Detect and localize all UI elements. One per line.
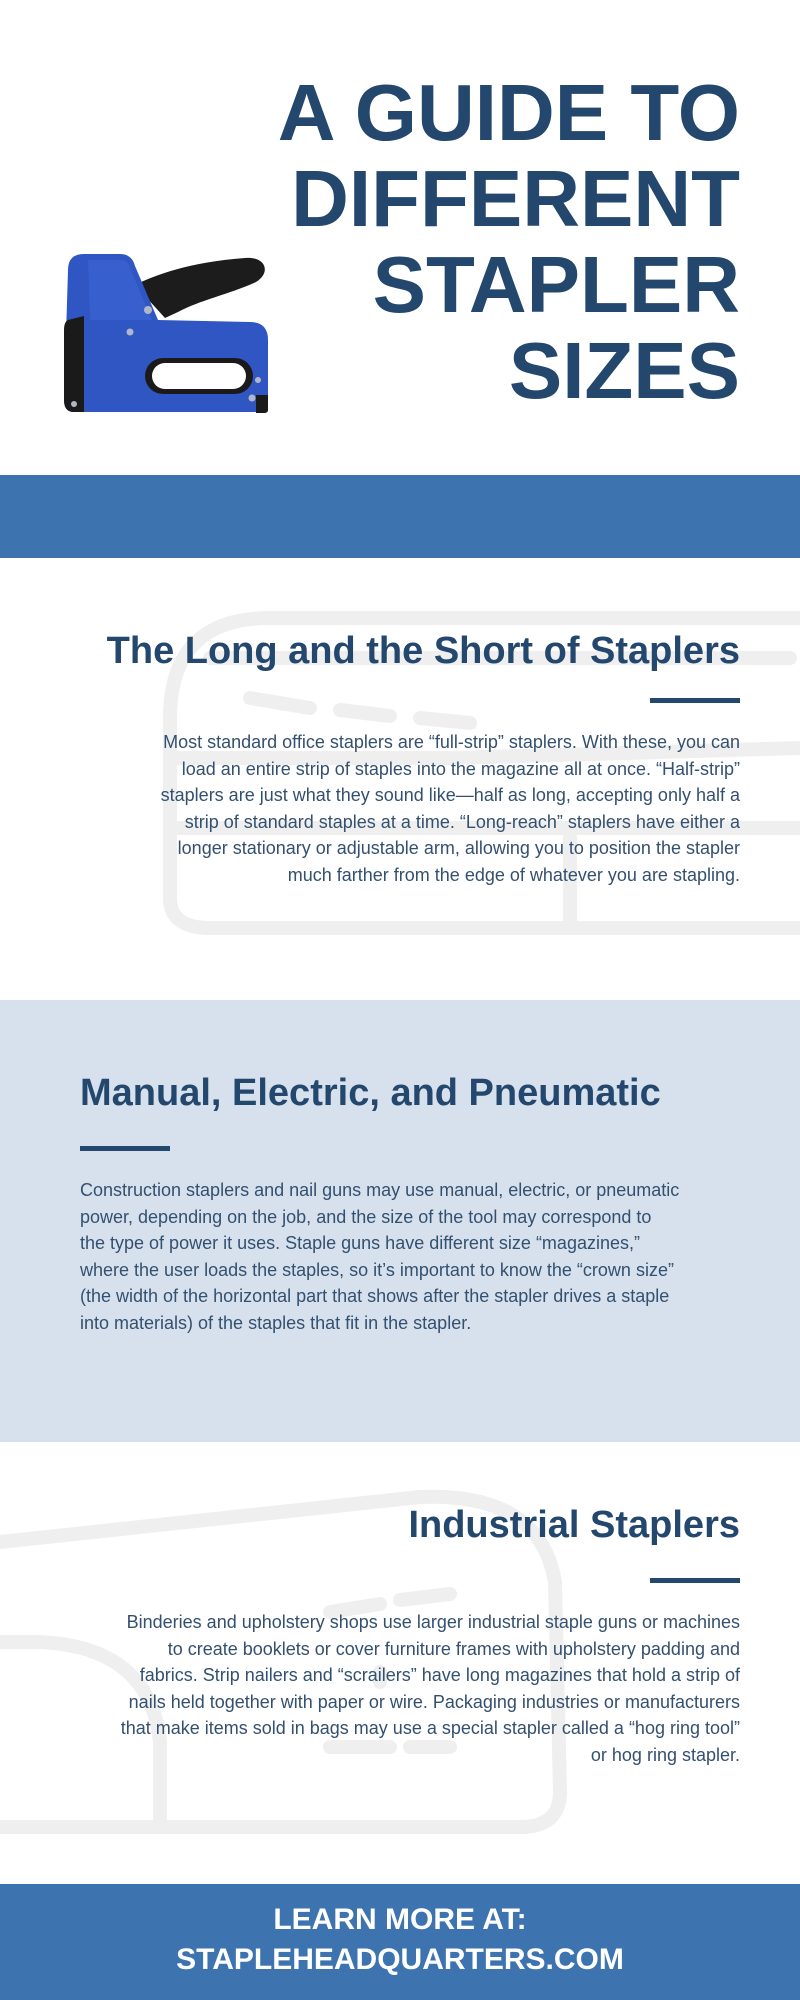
section-body: Binderies and upholstery shops use larger industrial staple guns or machines to create booklets or cover furniture frames with upholstery padding and fabrics. Strip nailers and “scrailers” have long magazines that hold a strip of nails held together with paper or wire. Packaging industries or manufacturers that make items sold in bags may use a special stapler called a “hog ring tool” or hog ring stapler. (120, 1612, 740, 1765)
divider-band (0, 475, 800, 558)
section-title: The Long and the Short of Staplers (106, 630, 740, 672)
title-line: DIFFERENT (291, 154, 740, 243)
page-title (180, 70, 740, 414)
section-body: Construction staplers and nail guns may use manual, electric, or pneumatic power, depending on the job, and the size of the tool may correspond to the type of power it uses. Staple guns have different size “magazines,” where the user loads the staples, so it’s important to know the “crown size” (the width of the horizontal part that shows after the stapler drives a staple into materials) of the staples that fit in the stapler. (80, 1180, 680, 1333)
title-underline (650, 1578, 740, 1583)
title-underline (80, 1146, 170, 1151)
section-title: Manual, Electric, and Pneumatic (80, 1072, 661, 1114)
footer-website-link[interactable]: STAPLEHEADQUARTERS.COM (176, 1943, 624, 1976)
section-power-types (0, 1000, 800, 1442)
title-line: STAPLER (372, 240, 740, 329)
footer-cta-label: LEARN MORE AT: (273, 1903, 527, 1936)
title-underline (650, 698, 740, 703)
title-line: A GUIDE TO (277, 68, 740, 157)
title-line: SIZES (508, 326, 740, 415)
section-long-short (0, 558, 800, 1000)
hero-header (0, 0, 800, 475)
section-industrial (0, 1442, 800, 1884)
footer-cta (0, 1884, 800, 2000)
section-body: Most standard office staplers are “full-strip” staplers. With these, you can load an entire strip of staples into the magazine all at once. “Half-strip” staplers are just what they sound like—half as long, accepting only half a strip of standard staples at a time. “Long-reach” staplers have either a longer stationary or adjustable arm, allowing you to position the stapler much farther from the edge of whatever you are stapling. (160, 732, 740, 885)
section-title: Industrial Staplers (408, 1504, 740, 1546)
